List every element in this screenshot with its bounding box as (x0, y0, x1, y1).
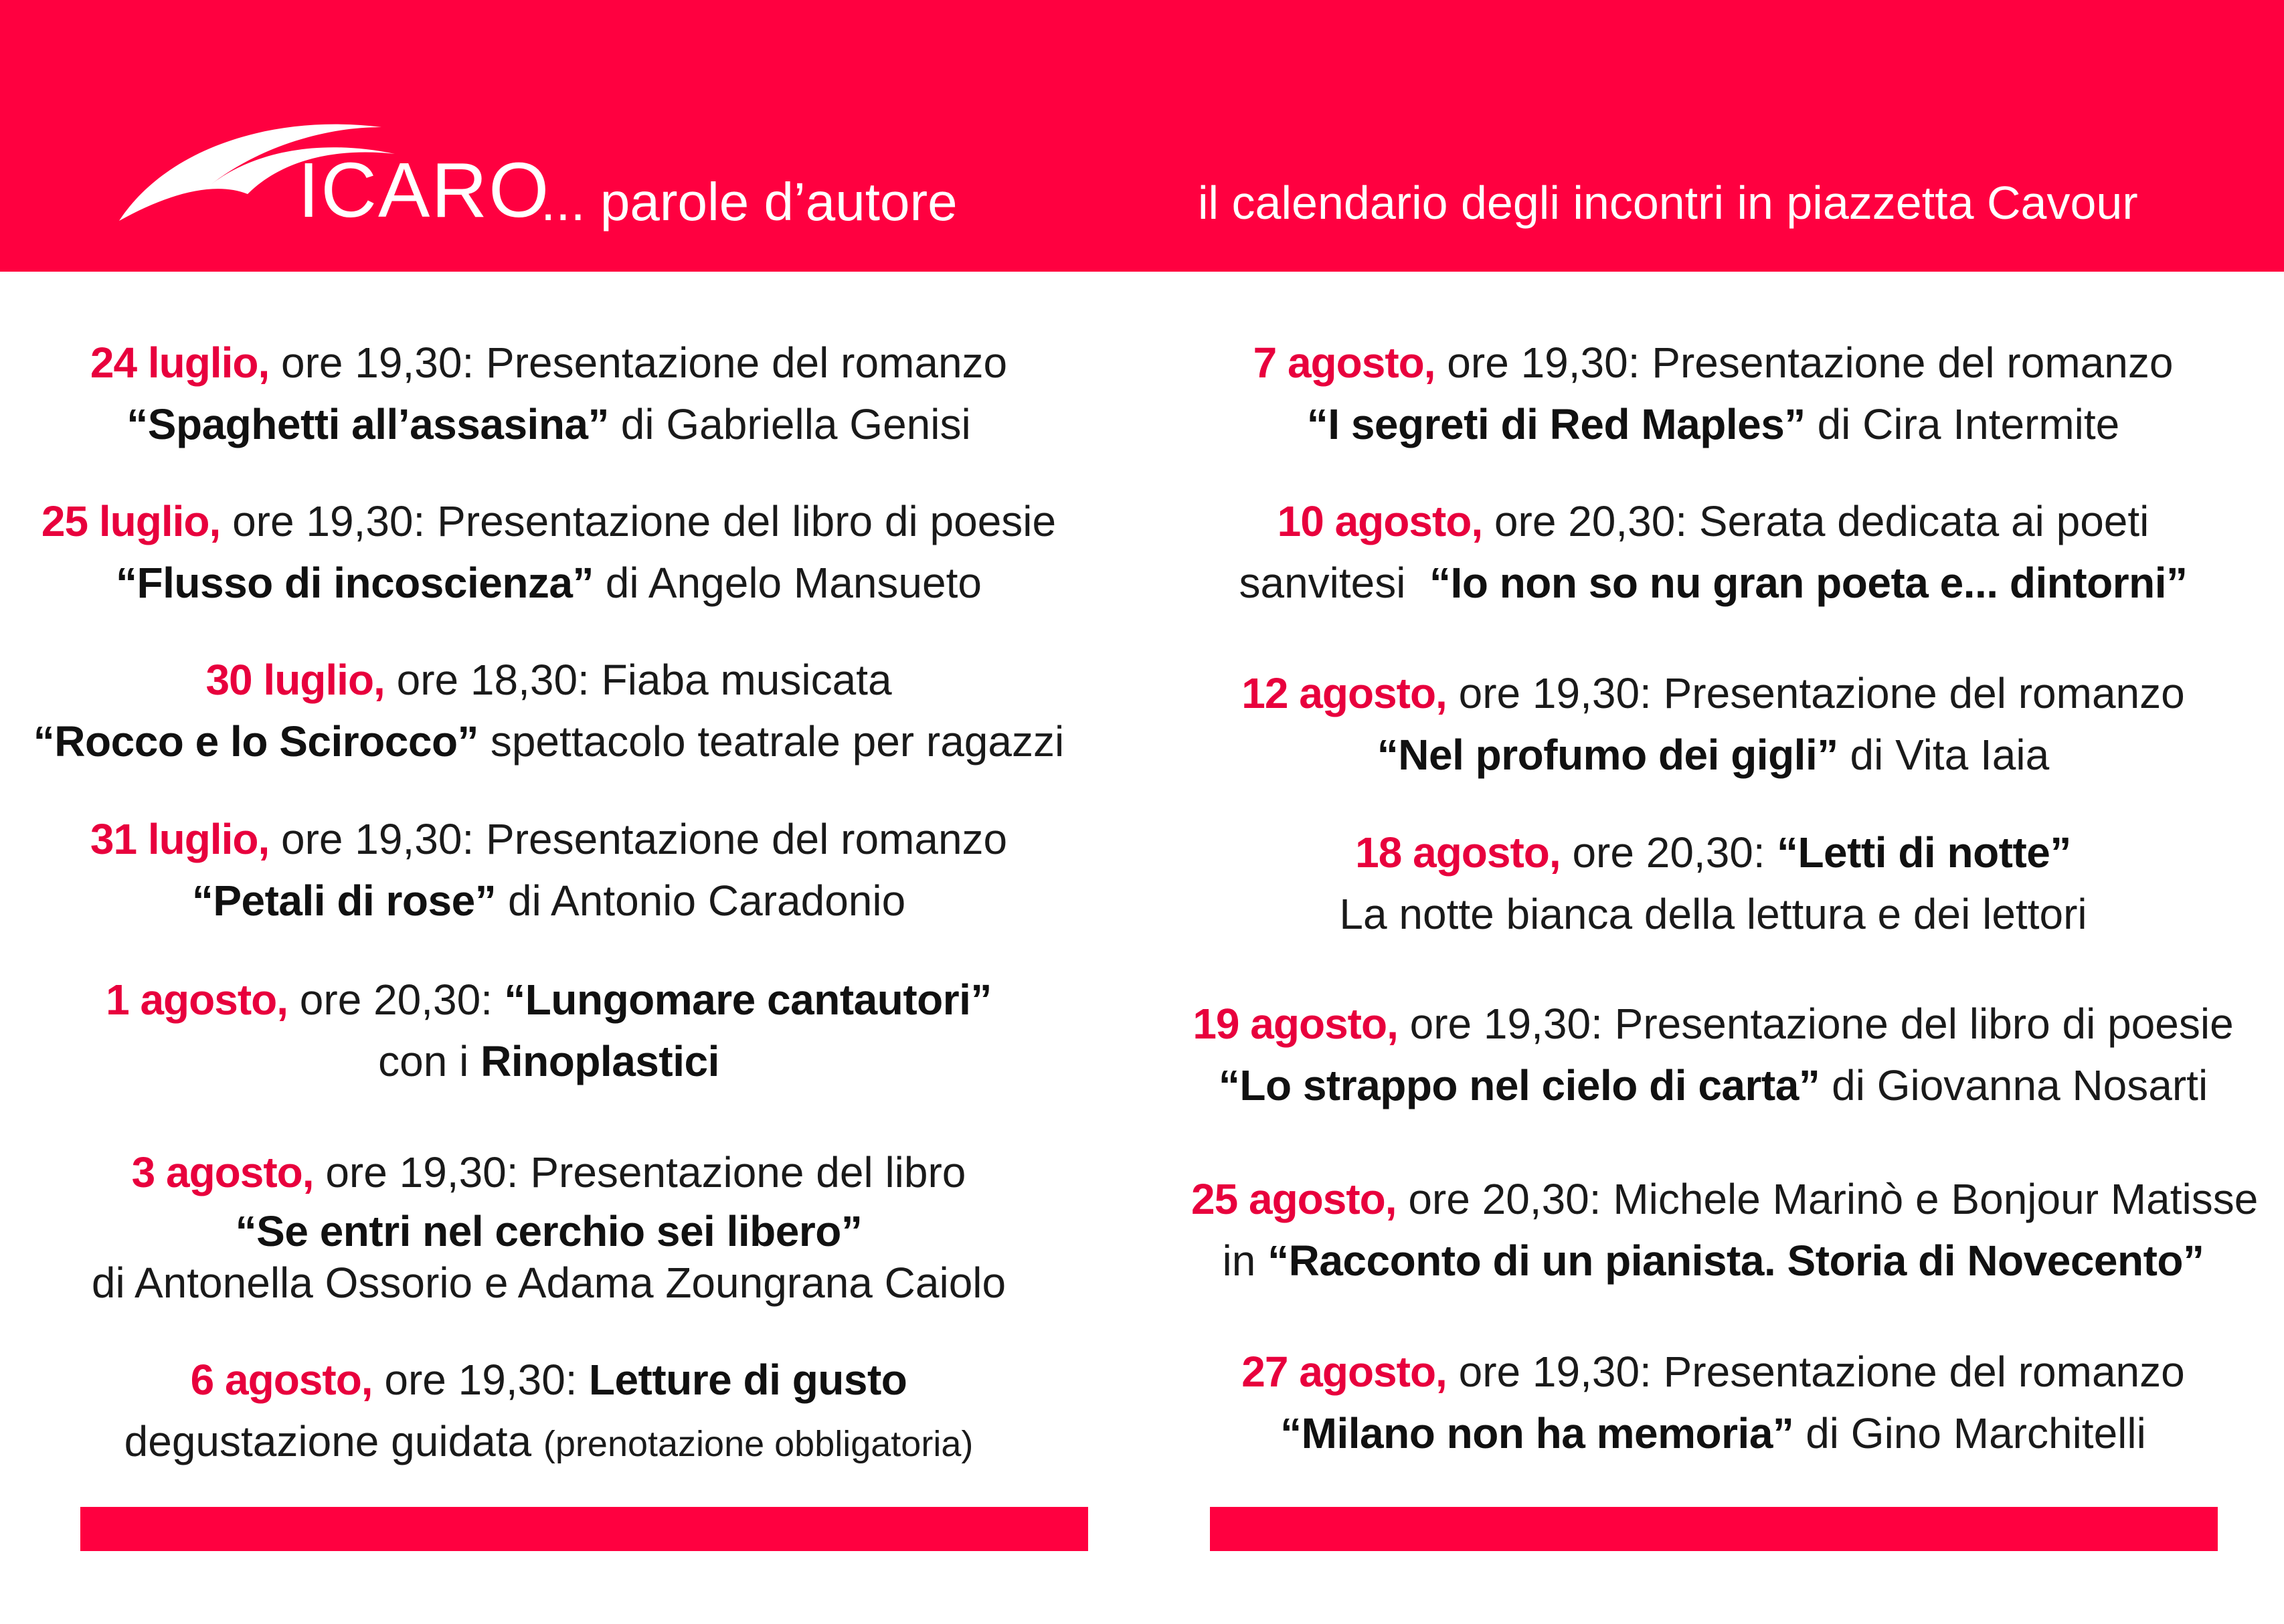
event-author: di Giovanna Nosarti (1820, 1061, 2208, 1109)
footer-bar-left (80, 1507, 1088, 1551)
event-title: “Nel profumo dei gigli” (1377, 731, 1838, 779)
event-description: Presentazione del romanzo (474, 815, 1008, 863)
event-item (27, 490, 1071, 614)
event-author: di Gabriella Genisi (609, 400, 971, 448)
event-date: 10 agosto, (1277, 497, 1483, 545)
event-item (27, 808, 1071, 931)
event-item (27, 649, 1071, 772)
event-date: 25 agosto, (1191, 1175, 1397, 1223)
event-date: 3 agosto, (131, 1148, 314, 1196)
event-time: ore 18,30: (384, 656, 590, 704)
tagline: ... parole d’autore (541, 172, 958, 232)
event-title: “Lungomare cantautori” (493, 976, 992, 1024)
event-item (1191, 822, 2235, 945)
event-time: ore 20,30: (288, 976, 493, 1024)
event-time: ore 19,30: (1435, 339, 1640, 387)
event-title: “Letti di notte” (1765, 828, 2071, 877)
event-author: spettacolo teatrale per ragazzi (478, 717, 1065, 765)
calendar-subtitle: il calendario degli incontri in piazzetta Cavour (1198, 177, 2138, 229)
event-time: ore 19,30: (269, 815, 474, 863)
event-date: 7 agosto, (1253, 339, 1435, 387)
event-band: Rinoplastici (480, 1037, 719, 1085)
event-author: di Angelo Mansueto (594, 559, 982, 607)
event-item (27, 969, 1071, 1092)
event-date: 27 agosto, (1241, 1348, 1447, 1396)
event-item (27, 1142, 1071, 1306)
event-time: ore 19,30: (372, 1356, 578, 1404)
event-item (1191, 1341, 2235, 1464)
event-description: Presentazione del romanzo (1651, 669, 2185, 717)
event-description: La notte bianca della lettura e dei lettori (1339, 890, 2087, 938)
event-date: 12 agosto, (1241, 669, 1447, 717)
event-title: “Spaghetti all’assasina” (126, 400, 610, 448)
event-title: “Milano non ha memoria” (1280, 1409, 1794, 1457)
event-time: ore 20,30: (1396, 1175, 1601, 1223)
event-author: di Antonella Ossorio e Adama Zoungrana Caiolo (91, 1259, 1006, 1307)
event-time: ore 19,30: (269, 339, 474, 387)
event-title: “Racconto di un pianista. Storia di Novecento” (1267, 1237, 2204, 1285)
event-item (1191, 490, 2235, 614)
event-title: “Flusso di incoscienza” (116, 559, 594, 607)
event-description: Presentazione del romanzo (1640, 339, 2174, 387)
event-title: “Rocco e lo Scirocco” (33, 717, 479, 765)
event-item (1191, 662, 2235, 786)
event-description: Presentazione del libro (518, 1148, 966, 1196)
event-note: (prenotazione obbligatoria) (543, 1424, 974, 1464)
event-title: “Se entri nel cerchio sei libero” (235, 1207, 863, 1255)
event-description: Serata dedicata ai poeti (1687, 497, 2149, 545)
event-author: di Gino Marchitelli (1793, 1409, 2146, 1457)
logo-wordmark: ICARO (298, 147, 551, 234)
event-date: 1 agosto, (106, 976, 288, 1024)
event-time: ore 20,30: (1482, 497, 1688, 545)
event-date: 30 luglio, (205, 656, 385, 704)
event-title: “Io non so nu gran poeta e... dintorni” (1429, 559, 2188, 607)
event-time: ore 19,30: (1446, 1348, 1652, 1396)
event-author: di Cira Intermite (1805, 400, 2120, 448)
event-item (27, 332, 1071, 455)
event-description: Presentazione del libro di poesie (425, 497, 1057, 545)
event-time: ore 20,30: (1560, 828, 1765, 877)
event-item (27, 1349, 1071, 1475)
event-description: degustazione guidata (124, 1417, 543, 1465)
event-date: 19 agosto, (1193, 1000, 1398, 1048)
event-prefix: in (1222, 1237, 1268, 1285)
event-author: di Vita Iaia (1838, 731, 2050, 779)
event-date: 24 luglio, (90, 339, 270, 387)
event-date: 31 luglio, (90, 815, 270, 863)
event-description: Fiaba musicata (589, 656, 892, 704)
event-date: 25 luglio, (41, 497, 221, 545)
event-item (1191, 1168, 2259, 1291)
event-item (1191, 993, 2235, 1116)
event-prefix: sanvitesi (1239, 559, 1430, 607)
event-description: Michele Marinò e Bonjour Matisse (1601, 1175, 2259, 1223)
event-description: Presentazione del libro di poesie (1602, 1000, 2234, 1048)
event-time: ore 19,30: (220, 497, 426, 545)
event-title: “Lo strappo nel cielo di carta” (1218, 1061, 1820, 1109)
header-banner (0, 0, 2284, 272)
event-time: ore 19,30: (1397, 1000, 1603, 1048)
event-title: “Petali di rose” (191, 877, 497, 925)
event-date: 6 agosto, (190, 1356, 373, 1404)
event-title: “I segreti di Red Maples” (1306, 400, 1806, 448)
event-time: ore 19,30: (1446, 669, 1652, 717)
event-item (1191, 332, 2235, 455)
event-date: 18 agosto, (1355, 828, 1561, 877)
event-description: Presentazione del romanzo (1651, 1348, 2185, 1396)
event-prefix: con i (378, 1037, 481, 1085)
event-title: Letture di gusto (577, 1356, 907, 1404)
event-description: Presentazione del romanzo (474, 339, 1008, 387)
event-time: ore 19,30: (313, 1148, 519, 1196)
footer-bar-right (1210, 1507, 2218, 1551)
event-author: di Antonio Caradonio (496, 877, 906, 925)
